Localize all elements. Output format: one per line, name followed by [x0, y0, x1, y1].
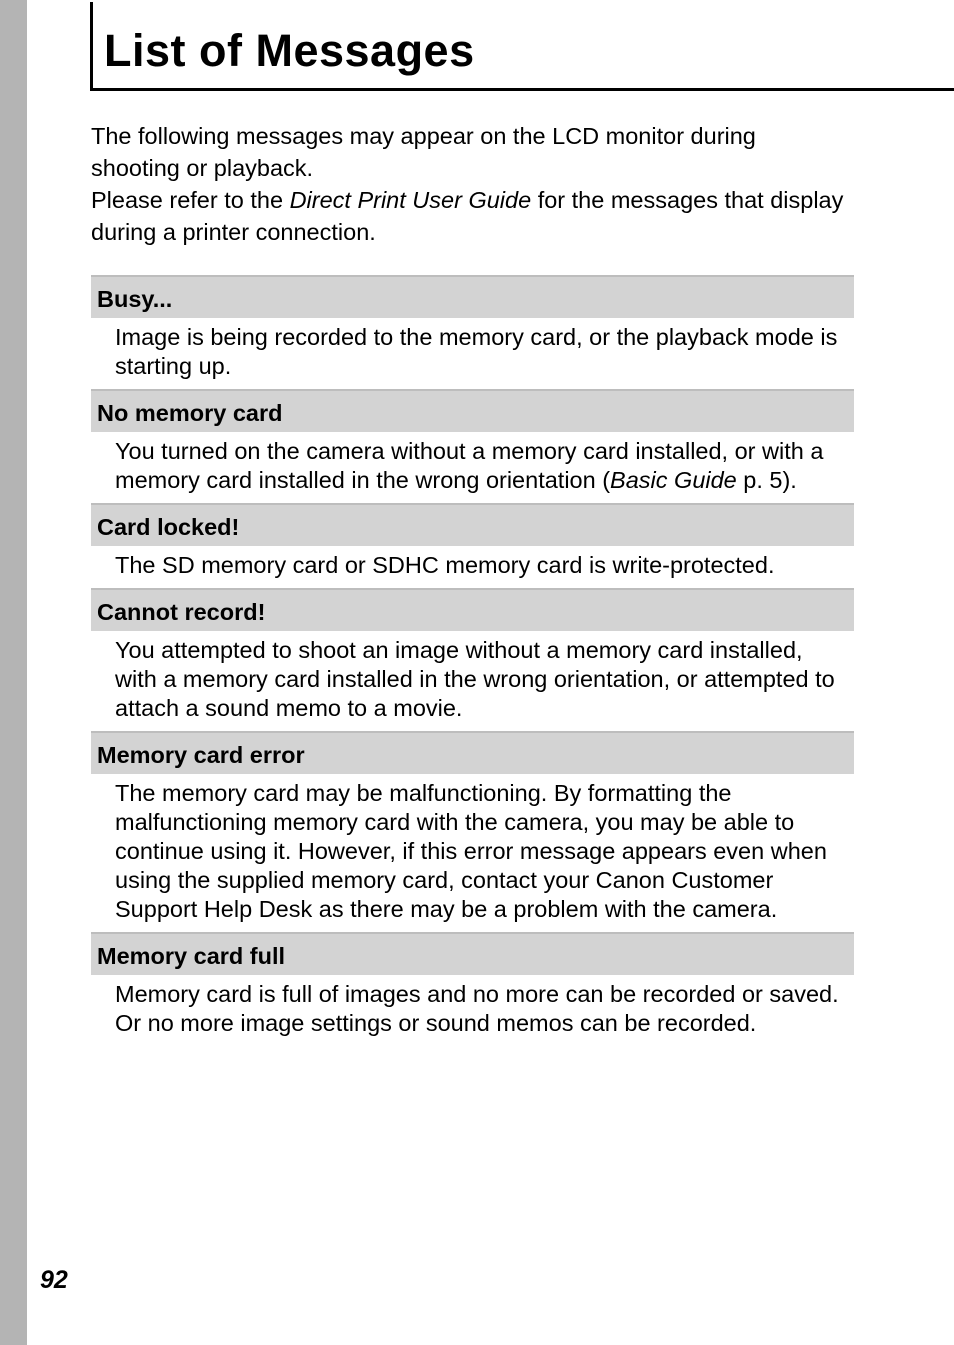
message-description: You attempted to shoot an image without a memory card installed, with a memory card installed in the wrong orientation, or attempted to attach a sound memo to a movie.: [115, 637, 835, 721]
intro-line-2-before: Please refer to the: [91, 187, 290, 213]
title-rule-horizontal: [90, 88, 954, 91]
guide-reference: Basic Guide: [610, 467, 737, 493]
message-entry-memory-card-error: [91, 731, 854, 932]
page-number: 92: [40, 1266, 68, 1294]
message-title: Memory card error: [91, 731, 854, 774]
intro-line-2: [91, 184, 851, 248]
message-title: Cannot record!: [91, 588, 854, 631]
intro-text: [91, 120, 851, 248]
intro-line-2-after: for the messages that display during a printer connection.: [91, 187, 844, 245]
message-entry-busy: [91, 275, 854, 389]
message-title: No memory card: [91, 389, 854, 432]
side-margin-bar: [0, 0, 27, 1345]
message-description-after: p. 5).: [736, 467, 797, 493]
message-entry-card-locked: [91, 503, 854, 588]
message-title: Card locked!: [91, 503, 854, 546]
message-entry-cannot-record: [91, 588, 854, 731]
message-description: Memory card is full of images and no more can be recorded or saved. Or no more image settings or sound memos can be recorded.: [115, 981, 839, 1036]
message-title: Memory card full: [91, 932, 854, 975]
message-description: Image is being recorded to the memory card, or the playback mode is starting up.: [115, 324, 838, 379]
guide-title: Direct Print User Guide: [289, 187, 532, 213]
message-entry-no-memory-card: [91, 389, 854, 503]
message-title: Busy...: [91, 275, 854, 318]
message-list: [91, 275, 854, 1046]
page-title: List of Messages: [104, 25, 475, 76]
message-description: [91, 432, 854, 503]
message-description-before: You turned on the camera without a memory card installed, or with a memory card installed in the wrong orientation (: [115, 438, 824, 493]
message-description: The SD memory card or SDHC memory card is write-protected.: [115, 552, 775, 578]
intro-line-1: The following messages may appear on the LCD monitor during shooting or playback.: [91, 123, 756, 181]
message-entry-memory-card-full: [91, 932, 854, 1046]
title-rule-vertical: [90, 2, 93, 91]
message-description: The memory card may be malfunctioning. By formatting the malfunctioning memory card with the camera, you may be able to continue using it. However, if this error message appears even when using the supplied memory card, contact your Canon Customer Support Help Desk as there may be a problem with the camera.: [115, 780, 827, 922]
